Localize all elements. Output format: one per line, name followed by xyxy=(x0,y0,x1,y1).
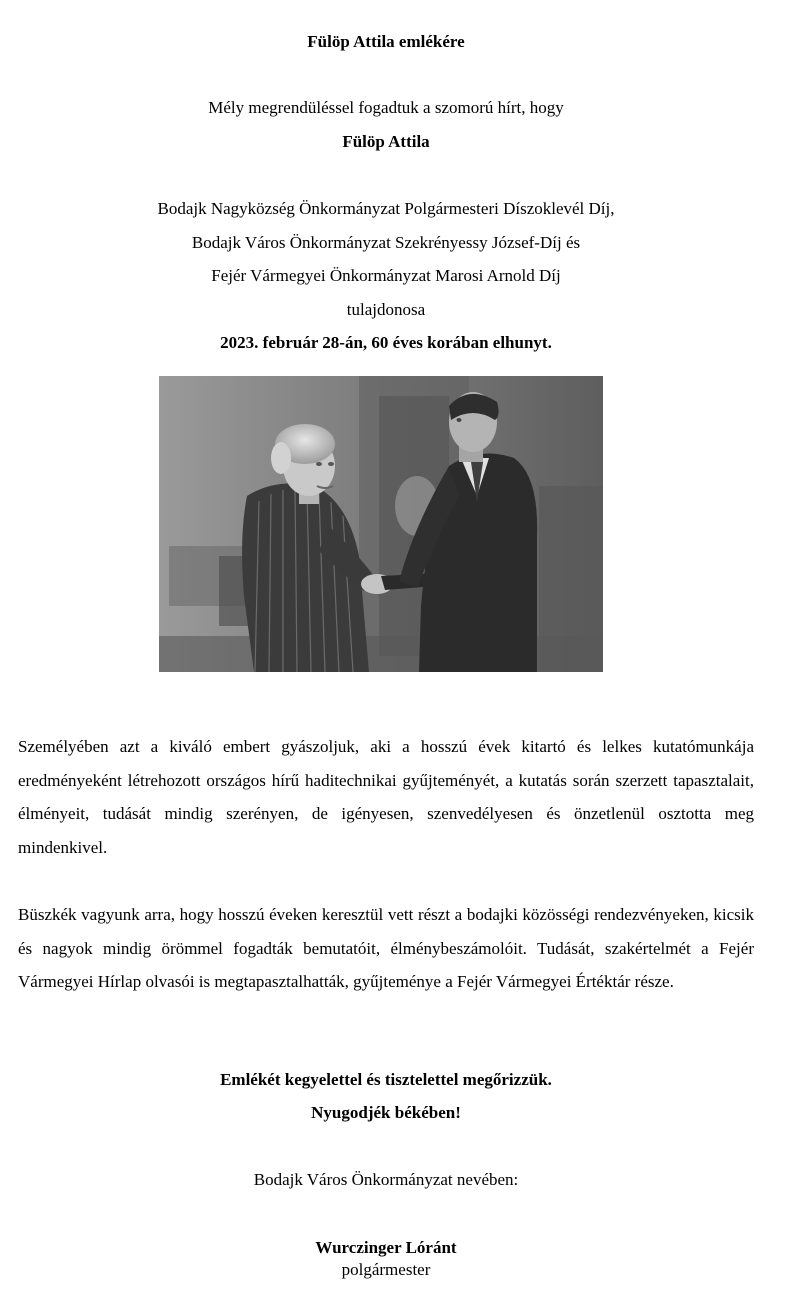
death-notice: 2023. február 28-án, 60 éves korában elhunyt. xyxy=(220,333,552,352)
deceased-name: Fülöp Attila xyxy=(342,132,430,151)
intro-text: Mély megrendüléssel fogadtuk a szomorú hírt, hogy xyxy=(208,98,564,117)
signatory-name: Wurczinger Lóránt xyxy=(315,1238,457,1257)
document-title: Fülöp Attila emlékére xyxy=(307,32,465,51)
tribute-paragraph-1: Személyében azt a kiváló embert gyászoljuk, aki a hosszú évek kitartó és lelkes kutatómunkája eredményeként létrehozott országos hírű haditechnikai gyűjteményét, a kutatás során szerzett tapasztalait, élményeit, tudását mindig szerényen, de igényesen, szenvedélyesen és önzetlenül osztotta meg mindenkivel. xyxy=(18,737,754,857)
closing-line-2: Nyugodjék békében! xyxy=(311,1103,461,1122)
award-line-2: Bodajk Város Önkormányzat Szekrényessy József-Díj és xyxy=(191,233,581,252)
on-behalf-text: Bodajk Város Önkormányzat nevében: xyxy=(253,1170,519,1189)
award-line-1: Bodajk Nagyközség Önkormányzat Polgármesteri Díszoklevél Díj, xyxy=(157,199,615,218)
award-line-3: Fejér Vármegyei Önkormányzat Marosi Arnold Díj xyxy=(211,266,561,285)
signatory-role: polgármester xyxy=(341,1260,431,1279)
closing-line-1: Emlékét kegyelettel és tisztelettel megőrizzük. xyxy=(220,1070,552,1089)
award-ceremony-photo xyxy=(159,376,603,672)
holder-text: tulajdonosa xyxy=(346,300,426,319)
tribute-paragraph-2: Büszkék vagyunk arra, hogy hosszú éveken keresztül vett részt a bodajki közösségi rendezvényeken, kicsik és nagyok mindig örömmel fogadták bemutatóit, élménybeszámolóit. Tudását, szakértelmét a Fejér Vármegyei Hírlap olvasói is megtapasztalhatták, gyűjteménye a Fejér Vármegyei Értéktár része. xyxy=(18,905,754,991)
